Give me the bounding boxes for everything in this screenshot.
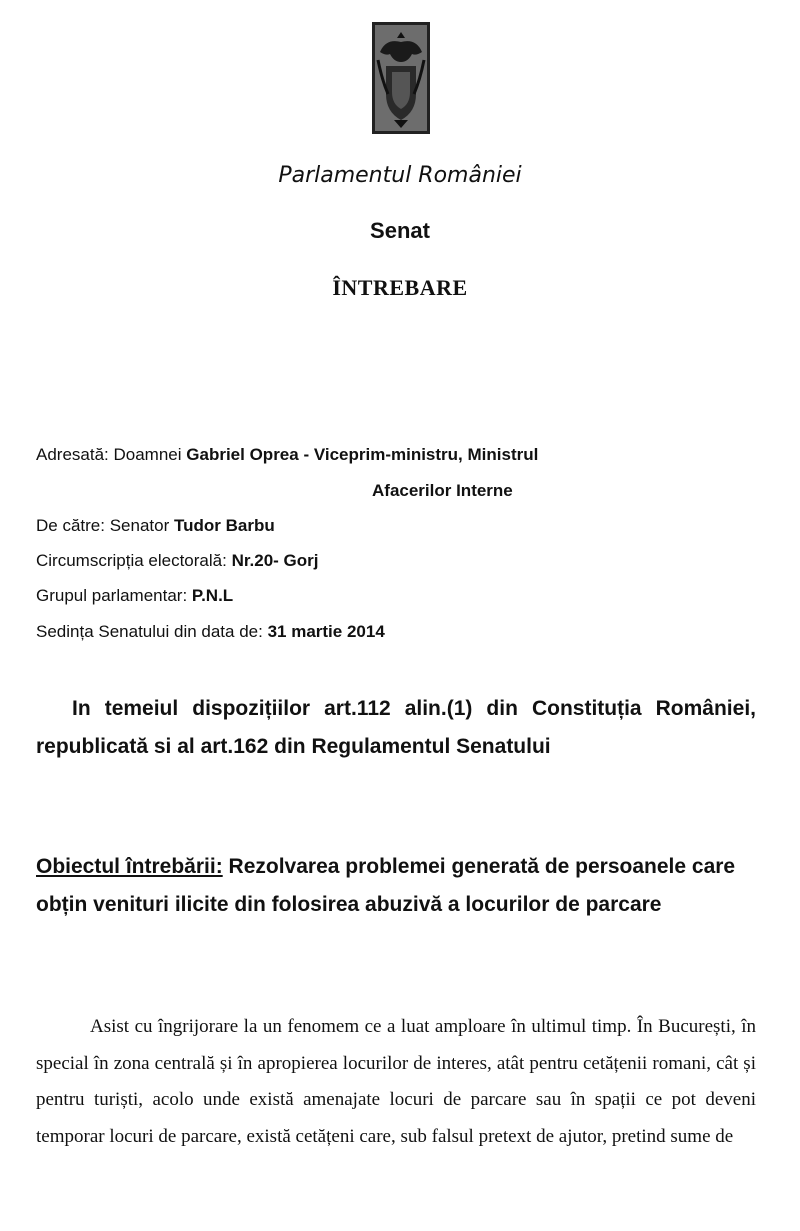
author-label: De către: (36, 516, 105, 535)
document-title: ÎNTREBARE (332, 275, 468, 300)
author-name: Tudor Barbu (174, 516, 275, 535)
constituency-line (36, 551, 776, 571)
group-value: P.N.L (191, 586, 234, 605)
chamber-heading: Senat (370, 218, 430, 243)
group-line (36, 586, 776, 606)
group-label: Grupul parlamentar: (36, 586, 188, 605)
objective-paragraph (36, 848, 736, 924)
addressee-label: Adresată: (36, 445, 109, 464)
constituency-label: Circumscripția electorală: (36, 551, 227, 570)
objective-label: Obiectul întrebării: (36, 855, 223, 878)
session-line (36, 622, 776, 642)
constituency-value: Nr.20- Gorj (231, 551, 319, 570)
session-label: Sedința Senatului din data de: (36, 622, 263, 641)
author-line (36, 516, 776, 536)
legal-basis-paragraph: In temeiul dispozițiilor art.112 alin.(1) din Constituția României, republicată si al art.162 din Regulamentul Senatului (36, 697, 756, 758)
addressee-line (36, 445, 776, 465)
objective-text: Rezolvarea problemei generată de persoanele care obțin venituri ilicite din folosirea abuzivă a locurilor de parcare (36, 855, 736, 916)
addressee-prefix: Doamnei (113, 445, 182, 464)
body-paragraph: Asist cu îngrijorare la un fenomem ce a luat amploare în ultimul timp. În București, în special în zona centrală și în apropierea locurilor de interes, atât pentru cetățenii romani, cât și pentru turiști, acolo unde există amenajate locuri de parcare sau în spații ce pot deveni temporar locuri de parcare, există cetățeni care, sub falsul pretext de ajutor, pretind sume de (36, 1016, 756, 1147)
addressee-name-cont: Afacerilor Interne (372, 481, 513, 500)
addressee-line-cont (372, 481, 800, 501)
parliament-heading: Parlamentul României (278, 163, 522, 188)
session-value: 31 martie 2014 (267, 622, 385, 641)
coat-of-arms-icon (372, 22, 430, 134)
addressee-name: Gabriel Oprea - Viceprim-ministru, Ministrul (186, 445, 539, 464)
author-prefix: Senator (109, 516, 170, 535)
